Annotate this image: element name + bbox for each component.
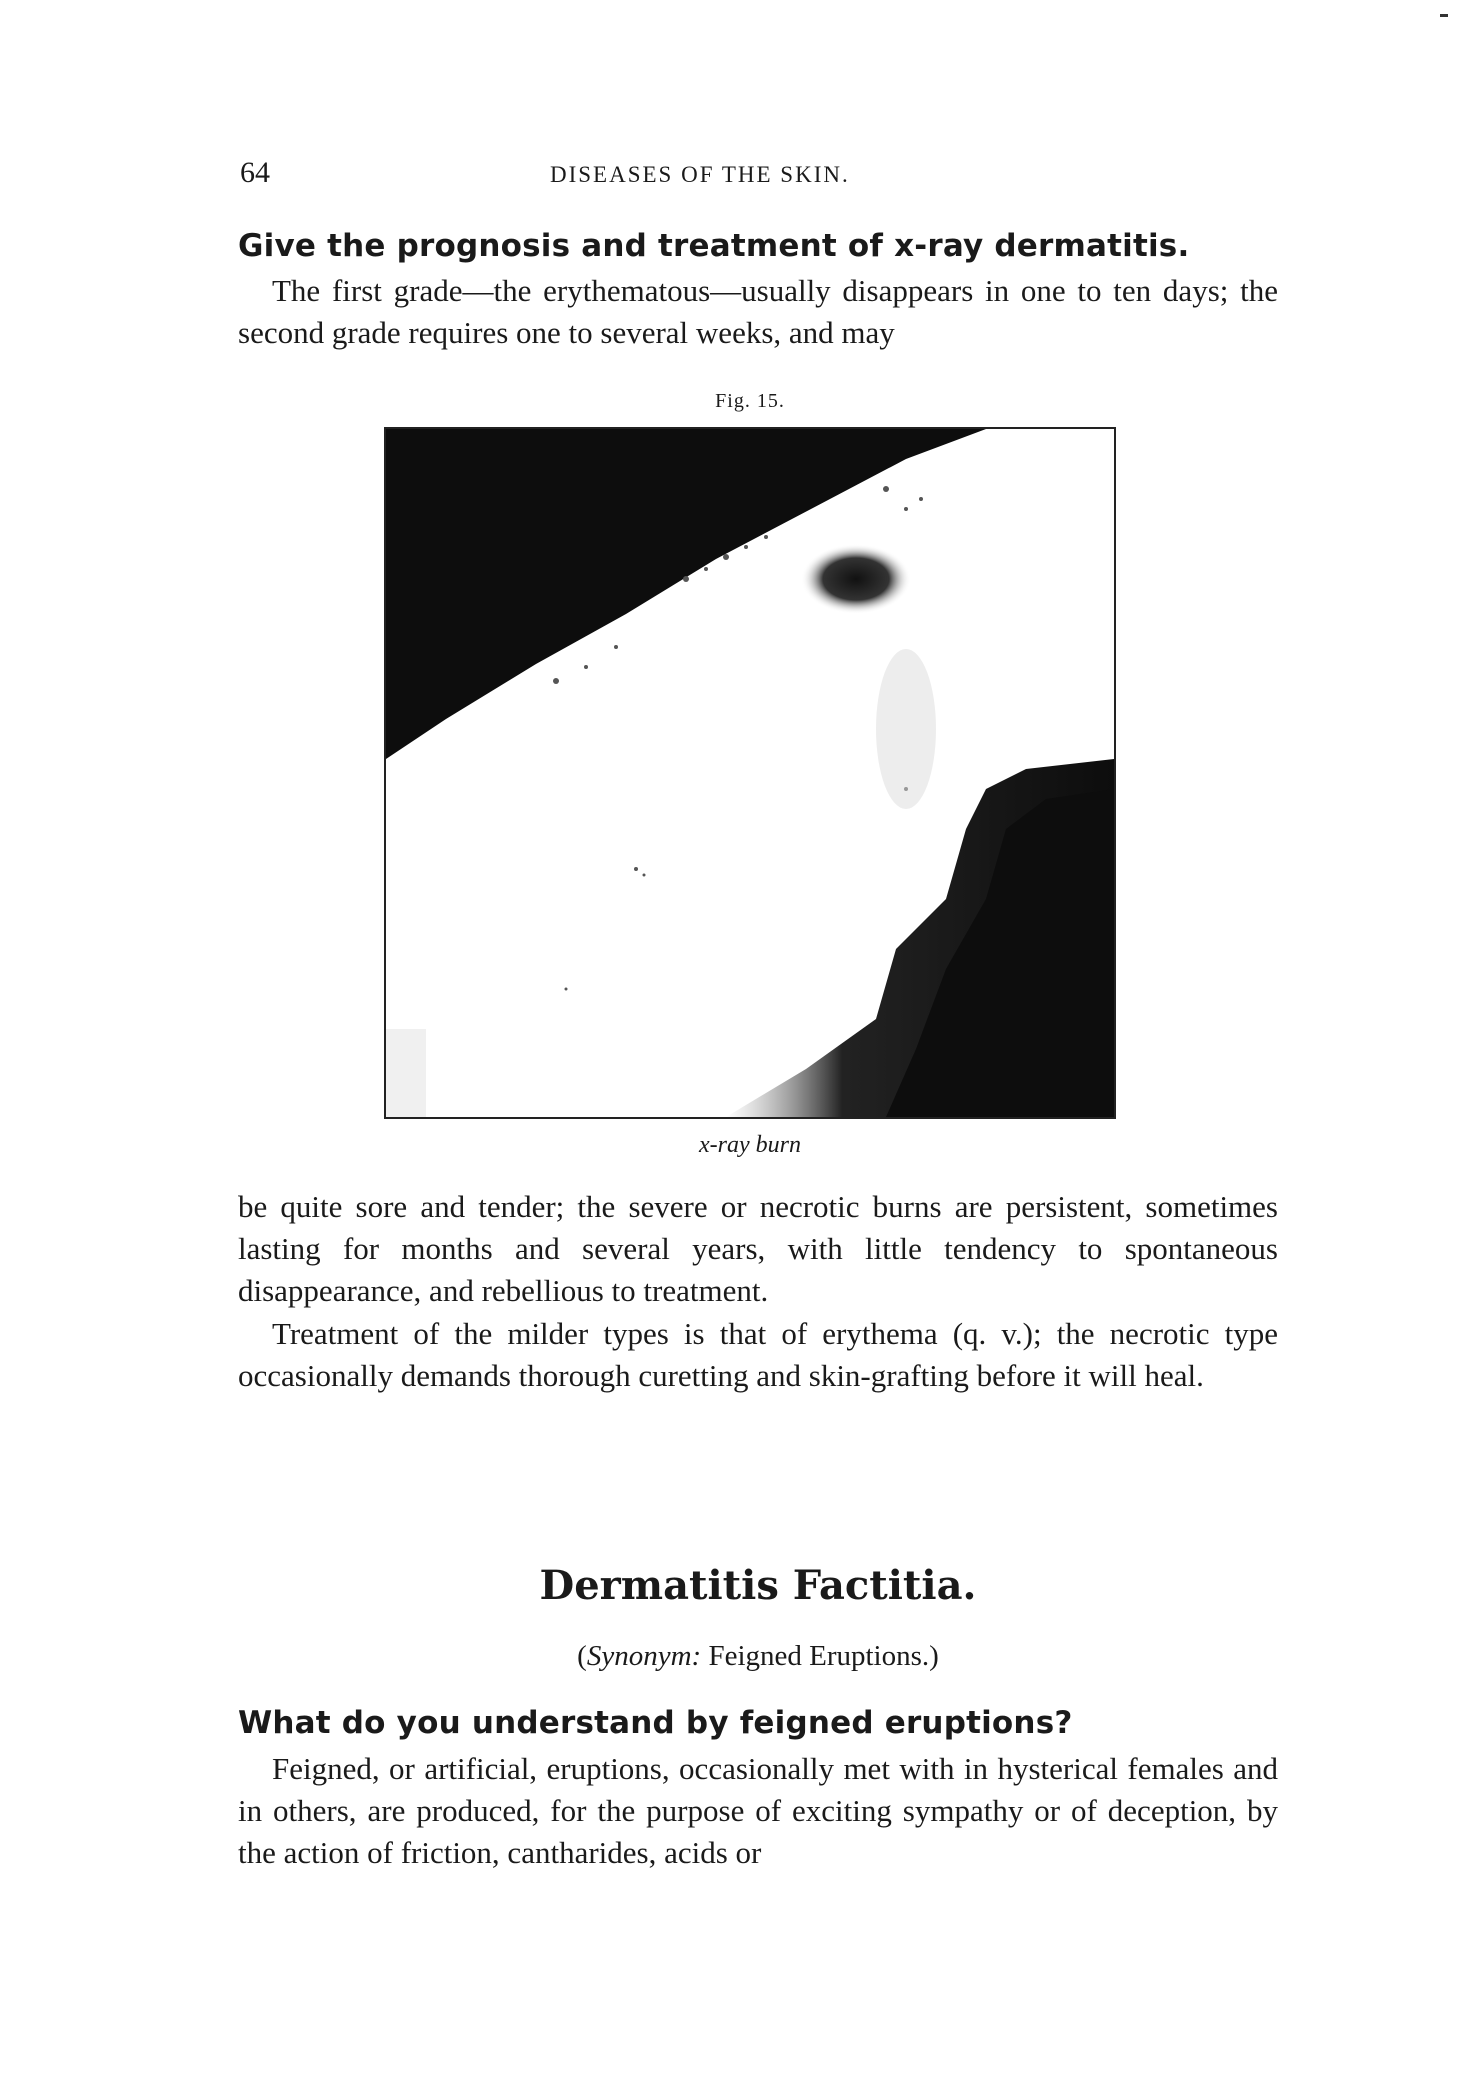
paragraph-xray-prognosis: The first grade—the erythematous—usually disappears in one to ten days; the second grade requires one to several weeks, and may bbox=[238, 273, 1278, 350]
figure-caption bbox=[384, 1132, 1116, 1159]
figure-xray-burn bbox=[384, 427, 1116, 1119]
section-title-dermatitis-factitia: Dermatitis Factitia. bbox=[539, 1562, 977, 1609]
figure-caption-text: x-ray burn bbox=[699, 1132, 801, 1158]
page-header bbox=[240, 156, 1280, 196]
question-xray-dermatitis: Give the prognosis and treatment of x-ray dermatitis. bbox=[238, 228, 1190, 264]
paragraph-xray-prognosis-cont: be quite sore and tender; the severe or necrotic burns are persistent, sometimes lasting for months and several years, with little tendency to spontaneous disappearance, and rebellious to treatment. bbox=[238, 1189, 1278, 1308]
synonym-label: Synonym: bbox=[586, 1640, 702, 1672]
paragraph-feigned-eruptions: Feigned, or artificial, eruptions, occasionally met with in hysterical females and in others, are produced, for the purpose of exciting sympathy or of deception, by the action of friction, cantharides, acids or bbox=[238, 1751, 1278, 1870]
figure-label: Fig. 15. bbox=[715, 390, 785, 412]
page-number: 64 bbox=[240, 156, 270, 189]
burn-spot bbox=[801, 544, 911, 614]
haze-region bbox=[876, 649, 936, 809]
print-mark bbox=[1440, 14, 1448, 17]
running-head: DISEASES OF THE SKIN. bbox=[550, 162, 850, 187]
question-feigned-eruptions: What do you understand by feigned eruptions? bbox=[238, 1705, 1073, 1741]
synonym-value: Feigned Eruptions. bbox=[708, 1640, 930, 1672]
synonym-line: (Synonym: Feigned Eruptions.) bbox=[577, 1640, 939, 1672]
paragraph-xray-treatment: Treatment of the milder types is that of erythema (q. v.); the necrotic type occasionally demands thorough curetting and skin-grafting before it will heal. bbox=[238, 1316, 1278, 1393]
xray-burn-photo bbox=[386, 429, 1114, 1117]
corner-haze bbox=[386, 1029, 426, 1117]
